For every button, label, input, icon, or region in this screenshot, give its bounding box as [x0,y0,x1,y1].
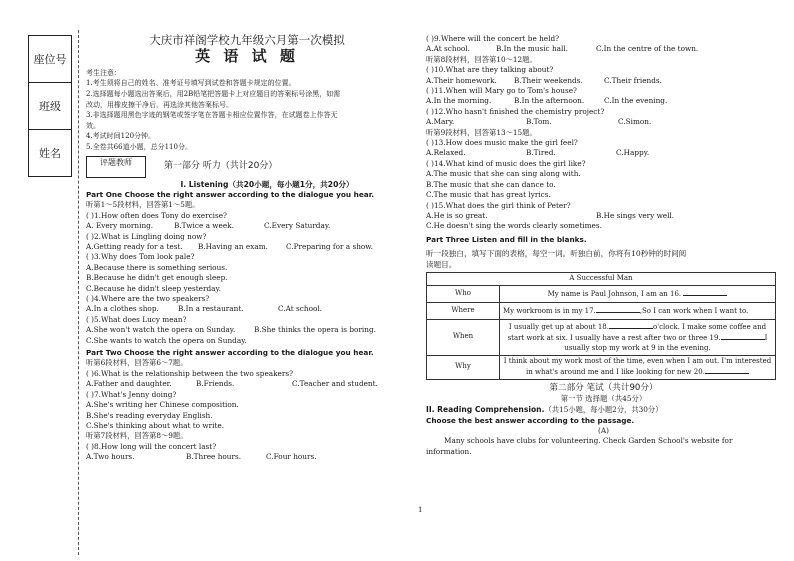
class-label: 班级 [28,82,72,130]
options-row [86,379,408,389]
option[interactable]: A.The music that she can sing along with. [426,169,581,179]
question: ( )4.Where are the two speakers? [86,294,210,304]
table-row [427,285,776,302]
answer-blank-17[interactable] [596,305,640,313]
option[interactable]: A. Every morning. [86,221,154,231]
question: ( )6.What is the relationship between the two speakers? [86,368,294,378]
table-key: When [427,319,500,355]
option[interactable]: A.Relaxed. [426,148,466,158]
option[interactable]: B.In a restaurant. [178,304,244,314]
table-caption: A Successful Man [427,273,776,286]
option[interactable]: C.Their friends. [604,75,662,85]
option[interactable]: B.In the music hall. [496,44,568,54]
table-row [427,319,776,355]
question: ( )9.Where will the concert be held? [426,34,560,43]
question: ( )7.What's Jenny doing? [86,389,177,399]
option[interactable]: C.Because he didn't sleep yesterday. [86,283,221,293]
student-info-sidebar [28,36,72,177]
part-two-instructions: 听第6段材料，回答第6～7题。 [86,358,188,368]
option[interactable]: B.He sings very well. [596,210,675,220]
option[interactable]: C.She's thinking about what to write. [86,420,225,430]
name-label: 姓名 [28,129,72,177]
option[interactable]: C.Preparing for a show. [286,242,373,251]
part-two-heading: Part Two Choose the right answer according to the dialogue you hear. [86,348,374,358]
table-text: My name is Paul Johnson, I am an 16. [547,289,682,298]
question: ( )13.How does music make the girl feel? [426,138,578,148]
note-item: 5.全卷共66道小题，总分110分。 [86,142,192,151]
option[interactable]: A.Father and daughter. [86,379,172,389]
question: ( )15.What does the girl think of Peter? [426,200,571,210]
option[interactable]: C.She wants to watch the opera on Sunday. [86,335,247,345]
part-three-instructions-2: 读题目。 [426,260,457,270]
option[interactable]: C.The music that has great lyrics. [426,190,551,200]
option[interactable]: B.She's reading everyday English. [86,410,213,420]
option[interactable]: B.Tired. [526,148,556,158]
table-cell [500,285,776,302]
option[interactable]: C.Every Saturday. [264,221,331,231]
reading-score: （共15小题，每小题2分，共30分） [544,405,663,415]
option[interactable]: B.Tom. [526,117,552,127]
question: ( )2.What is Lingling doing now? [86,231,207,241]
note-item: 1.考生须将自己的姓名、准考证号填写到试卷和答题卡规定的位置。 [86,79,296,88]
table-text: I usually get up at about 18. [508,322,609,331]
answer-blank-16[interactable] [683,288,727,296]
option[interactable]: C.At school. [278,304,323,314]
option[interactable]: A.Because there is something serious. [86,262,228,272]
option[interactable]: A.Getting ready for a test. [86,242,183,251]
part-three-heading: Part Three Listen and fill in the blanks. [426,234,587,244]
option[interactable]: B.Twice a week. [174,221,234,231]
option[interactable]: B.Friends. [196,379,235,389]
options-row [86,242,408,252]
part-three-instructions: 听一段独白，填写下面的表格，每空一词。听独白前，你将有10秒钟的时间阅 [426,249,687,259]
option[interactable]: B.Their weekends. [514,75,583,85]
table-cell [500,302,776,319]
options-row [426,76,781,86]
seat-number-label: 座位号 [28,35,72,83]
option[interactable]: B.Three hours. [186,452,242,462]
option[interactable]: A.She won't watch the opera on Sunday. [86,325,236,335]
part1-header [86,156,408,178]
table-text: ,So I can work when I want to. [639,306,749,315]
part-one-heading: Part One Choose the right answer according to the dialogue you hear. [86,189,375,199]
answer-blank-20[interactable] [705,366,749,374]
binding-line [78,30,79,555]
option[interactable]: A.Mary. [426,117,455,127]
options-row [86,452,408,462]
option[interactable]: C.He doesn't sing the words clearly sometimes. [426,221,602,231]
option[interactable]: B.Having an exam. [198,242,268,251]
table-key: Why [427,355,500,379]
table-cell [500,355,776,379]
exam-subtitle: 英 语 试 题 [195,47,299,66]
table-text: I think about my work most of the time, even when I am out. I'm interested in what's around me and I like looking for new [503,356,772,377]
table-key: Where [427,302,500,319]
note-item: 4.考试时间120分钟。 [86,132,156,141]
table-text: 20. [693,368,705,377]
table-text: o'clock. I make some coffee and start work at six. I usually have a rest after two or three [507,322,767,343]
left-column [86,32,408,463]
part2-subtitle: 第一节 选择题（共45分） [560,393,647,403]
question: ( )1.How often does Tony do exercise? [86,210,227,220]
table-text: I usually stop my work at 9 in the evening. [564,334,768,352]
exam-title: 大庆市祥阁学校九年级六月第一次模拟 [149,33,345,47]
part1-title: 第一部分 听力（共计20分） [164,161,278,172]
question: ( )8.How long will the concert last? [86,441,217,451]
options-row [426,211,781,221]
part-one-instructions: 听第1～5段材料，回答第1～5题。 [86,200,200,210]
option[interactable]: C.Simon. [618,117,652,127]
option[interactable]: C.Four hours. [266,452,317,462]
options-row [86,304,408,314]
options-row [426,148,781,158]
option[interactable]: A.In the morning. [426,96,492,106]
options-row [86,325,408,335]
answer-blank-19[interactable] [721,332,765,340]
grader-box: 评题教师 [86,156,146,178]
note-item: 3.非选择题用黑色字迹的钢笔或签字笔在答题卡相应位置作答，在试题卷上作答无 [86,111,338,120]
option[interactable]: B.In the afternoon. [514,96,585,106]
option[interactable]: C.In the evening. [604,96,668,106]
table-cell [500,319,776,355]
options-row [426,117,781,127]
table-text: My workroom is in my 17. [503,306,596,315]
page-number: 1 [418,506,423,514]
option[interactable]: A.She's writing her Chinese composition. [86,400,239,410]
option[interactable]: C.In the centre of the town. [596,44,699,54]
question: ( )12.Who hasn't finished the chemistry project? [426,106,605,116]
question: ( )3.Why does Tom look pale? [86,252,195,262]
question: ( )11.When will Mary go to Tom's house? [426,86,577,96]
option[interactable]: A.Their homework. [426,75,497,85]
table-row [427,302,776,319]
question: ( )5.What does Lucy mean? [86,314,187,324]
instructions: 听第8段材料，回答第10～12题。 [426,54,537,64]
passage-label: (A) [598,425,609,435]
passage-text: Many schools have clubs for volunteering. Check Garden School's website for [444,436,733,446]
note-item: 2.选择题每小题选出答案后，用2B铅笔把答题卡上对应题目的答案标号涂黑，如需 [86,90,341,98]
note-item: 改动，用橡皮擦干净后，再选涂其他答案标号。 [86,100,233,109]
option[interactable]: B.The music that she can dance to. [426,179,556,189]
fill-in-table [426,272,776,380]
options-row [426,96,781,106]
note-item: 效。 [86,121,100,130]
part-two-instructions-2: 听第7段材料，回答第8～9题。 [86,431,188,441]
instructions: 听第9段材料，回答第13～15题。 [426,127,537,137]
option[interactable]: A.Two hours. [86,452,135,462]
table-text: 19. [709,334,721,343]
option[interactable]: A.At school. [426,44,470,54]
part2-title: 第二部分 笔试（共计90分） [549,382,658,393]
right-column [426,34,781,457]
option[interactable]: A.In a clothes shop. [86,304,159,314]
question: ( )14.What kind of music does the girl like? [426,158,586,168]
listening-title: I. Listening（共20小题，每小题1分，共20分） [180,179,354,189]
passage-text: information. [426,446,472,456]
option[interactable]: B.She thinks the opera is boring. [254,325,376,335]
option[interactable]: A.He is so great. [426,210,488,220]
table-key: Who [427,285,500,302]
option[interactable]: C.Happy. [616,148,650,158]
options-row [426,44,781,54]
reading-title: II. Reading Comprehension. [426,405,545,415]
reading-instructions: Choose the best answer according to the passage. [426,415,635,425]
answer-blank-18[interactable] [609,321,653,329]
exam-notes [86,68,408,153]
option[interactable]: C.Teacher and student. [292,379,378,389]
table-row [427,355,776,379]
option[interactable]: B.Because he didn't get enough sleep. [86,273,228,283]
options-row [86,221,408,231]
notes-heading: 考生注意： [86,68,121,77]
question: ( )10.What are they talking about? [426,65,554,75]
